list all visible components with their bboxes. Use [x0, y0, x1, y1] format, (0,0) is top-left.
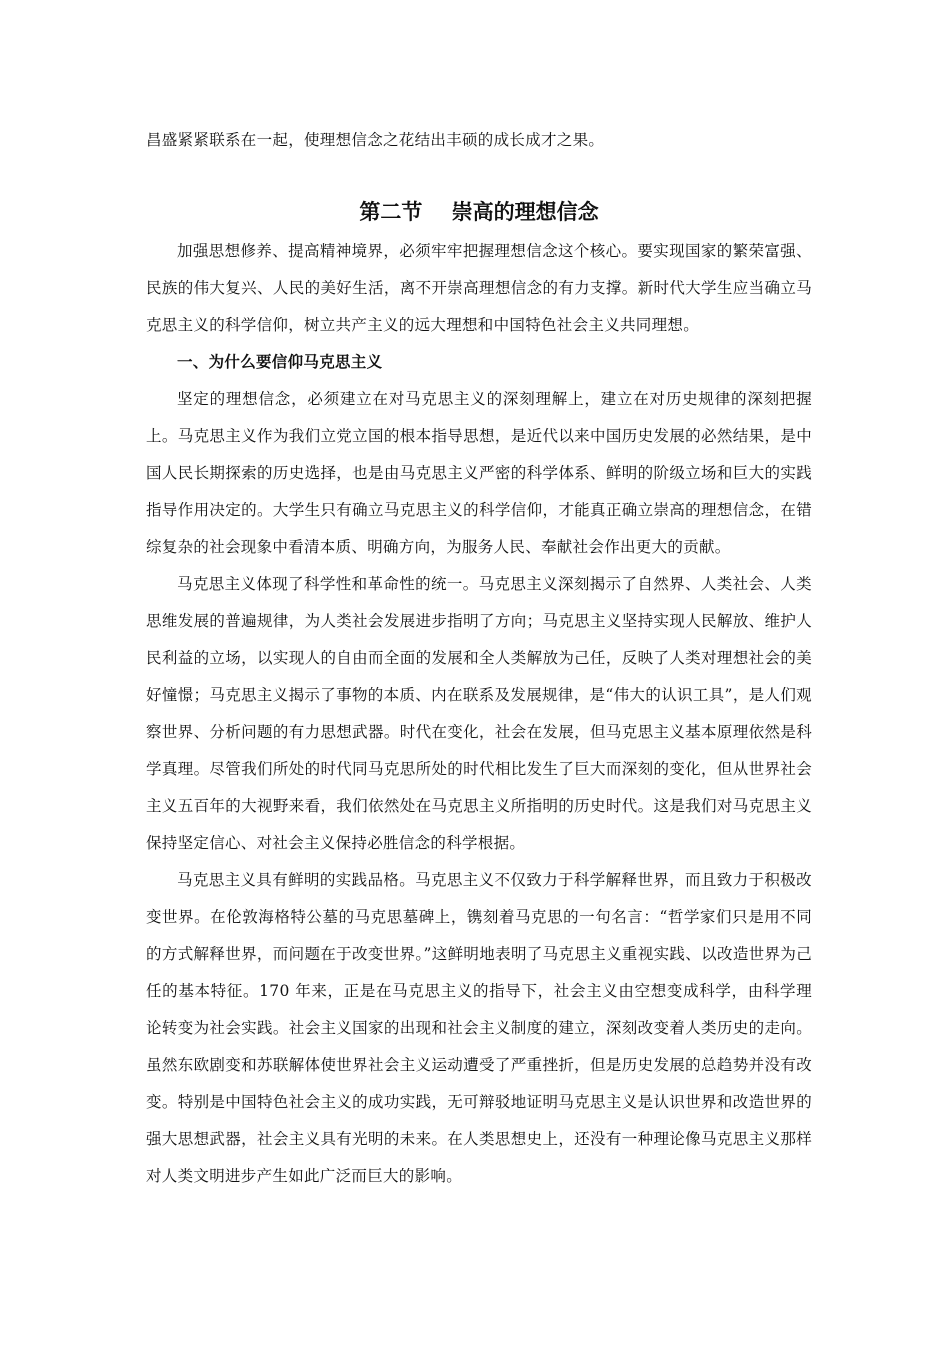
carryover-line: 昌盛紧紧联系在一起，使理想信念之花结出丰硕的成长成才之果。 — [146, 131, 605, 149]
section-title: 第二节 崇高的理想信念 — [359, 200, 599, 224]
body-paragraph: 马克思主义体现了科学性和革命性的统一。马克思主义深刻揭示了自然界、人类社会、人类思维发展的普遍规律，为人类社会发展进步指明了方向；马克思主义坚持实现人民解放、维护人民利益的立场，以实现人的自由而全面的发展和全人类解放为己任，反映了人类对理想社会的美好憧憬；马克思主义揭示了事物的本质、内在联系及发展规律，是“伟大的认识工具”，是人们观察世界、分析问题的有力思想武器。时代在变化，社会在发展，但马克思主义基本原理依然是科学真理。尽管我们所处的时代同马克思所处的时代相比发生了巨大而深刻的变化，但从世界社会主义五百年的大视野来看，我们依然处在马克思主义所指明的历史时代。这是我们对马克思主义保持坚定信心、对社会主义保持必胜信念的科学根据。 — [146, 575, 812, 852]
subsection-heading: 一、为什么要信仰马克思主义 — [177, 353, 383, 371]
section-body — [146, 233, 812, 1195]
body-paragraph: 马克思主义具有鲜明的实践品格。马克思主义不仅致力于科学解释世界，而且致力于积极改变世界。在伦敦海格特公墓的马克思墓碑上，镌刻着马克思的一句名言：“哲学家们只是用不同的方式解释世界，而问题在于改变世界。”这鲜明地表明了马克思主义重视实践、以改造世界为己任的基本特征。170 年来，正是在马克思主义的指导下，社会主义由空想变成科学，由科学理论转变为社会实践。社会主义国家的出现和社会主义制度的建立，深刻改变着人类历史的走向。虽然东欧剧变和苏联解体使世界社会主义运动遭受了严重挫折，但是历史发展的总趋势并没有改变。特别是中国特色社会主义的成功实践，无可辩驳地证明马克思主义是认识世界和改造世界的强大思想武器，社会主义具有光明的未来。在人类思想史上，还没有一种理论像马克思主义那样对人类文明进步产生如此广泛而巨大的影响。 — [146, 871, 812, 1185]
body-paragraph: 坚定的理想信念，必须建立在对马克思主义的深刻理解上，建立在对历史规律的深刻把握上。马克思主义作为我们立党立国的根本指导思想，是近代以来中国历史发展的必然结果，是中国人民长期探索的历史选择，也是由马克思主义严密的科学体系、鲜明的阶级立场和巨大的实践指导作用决定的。大学生只有确立马克思主义的科学信仰，才能真正确立崇高的理想信念，在错综复杂的社会现象中看清本质、明确方向，为服务人民、奉献社会作出更大的贡献。 — [146, 390, 812, 556]
intro-paragraph: 加强思想修养、提高精神境界，必须牢牢把握理想信念这个核心。要实现国家的繁荣富强、民族的伟大复兴、人民的美好生活，离不开崇高理想信念的有力支撑。新时代大学生应当确立马克思主义的科学信仰，树立共产主义的远大理想和中国特色社会主义共同理想。 — [146, 242, 812, 334]
